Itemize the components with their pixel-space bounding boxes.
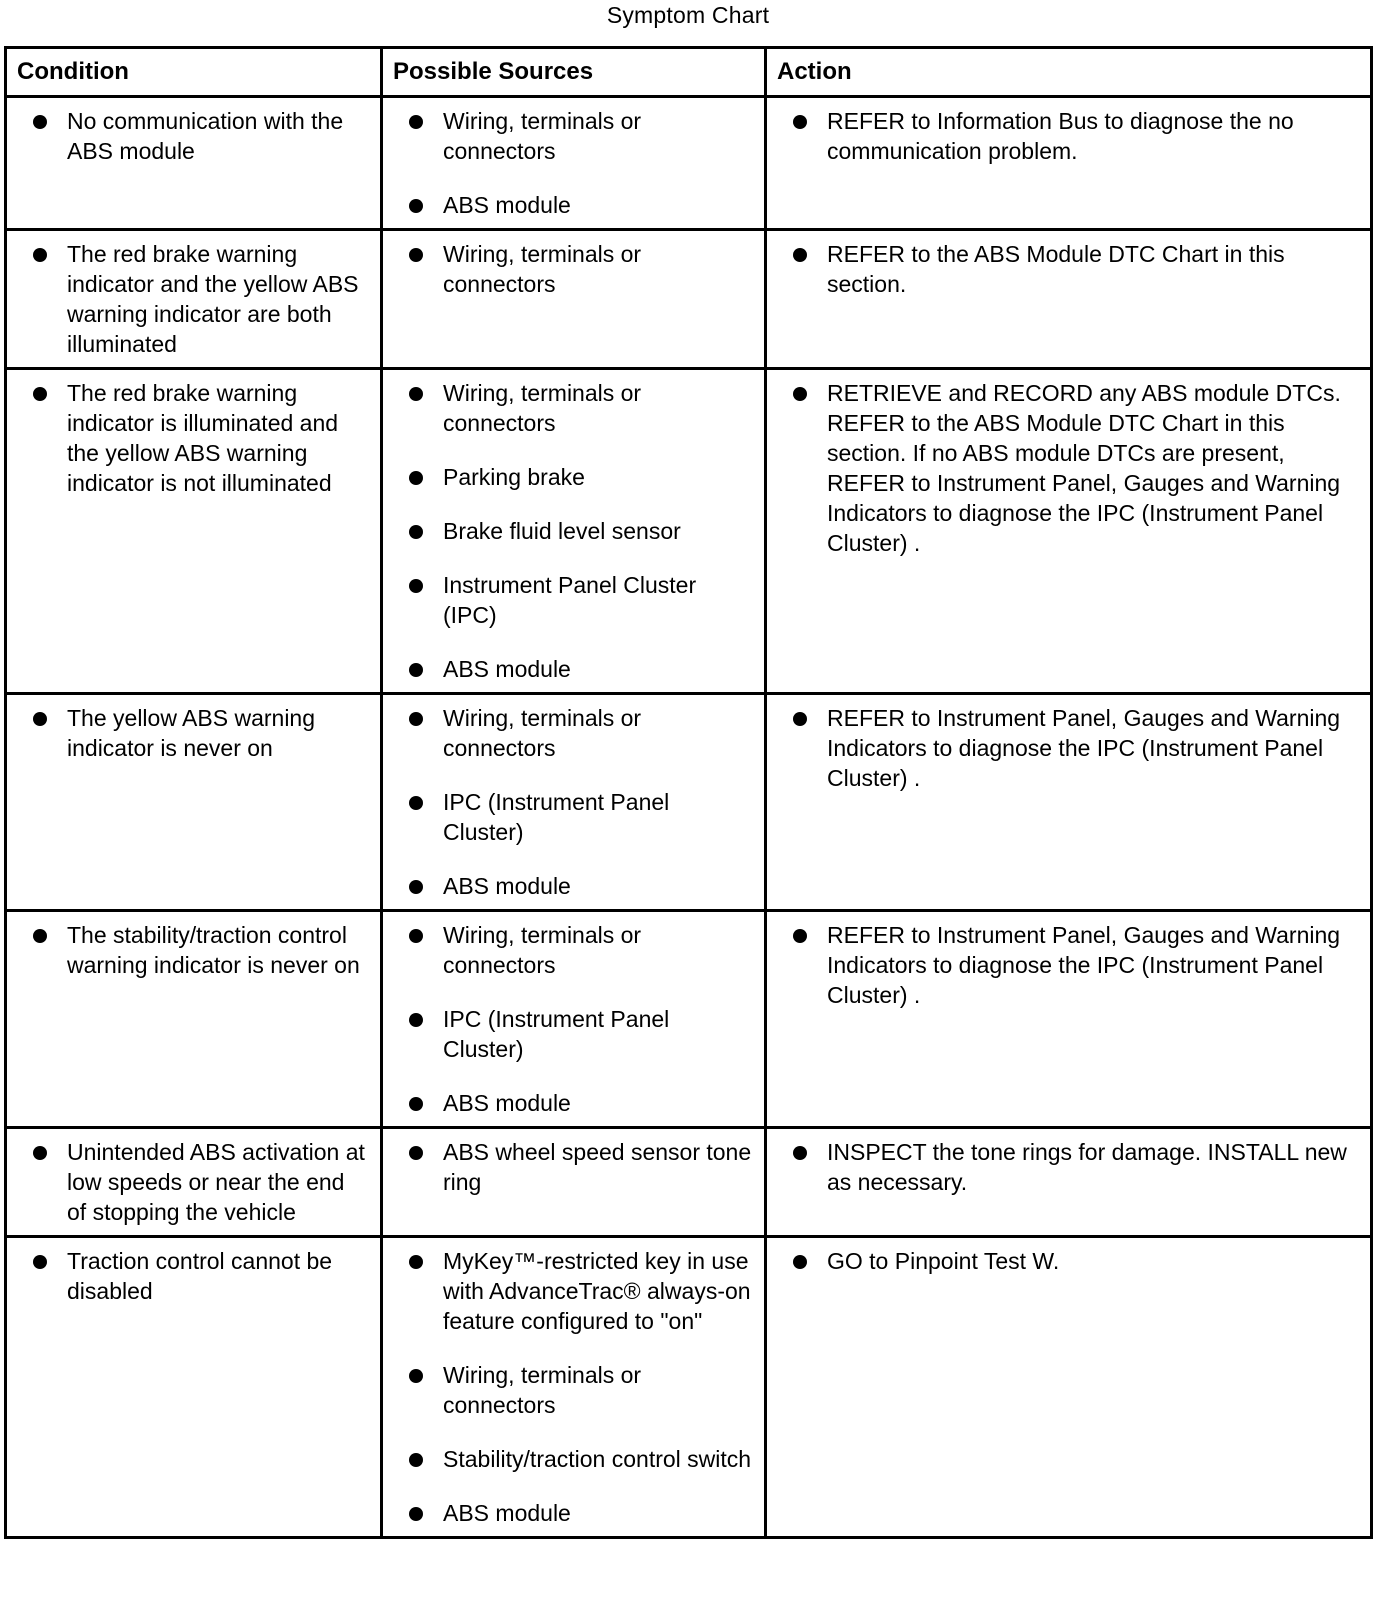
bullet-icon [409, 1507, 423, 1521]
action-cell [766, 369, 1372, 694]
source-item: ABS module [403, 190, 752, 220]
condition-item: Unintended ABS activation at low speeds or near the end of stopping the vehicle [27, 1137, 368, 1227]
bullet-icon [33, 1146, 47, 1160]
action-item: RETRIEVE and RECORD any ABS module DTCs. REFER to the ABS Module DTC Chart in this section. If no ABS module DTCs are present, REFER to Instrument Panel, Gauges and Warning Indicators to diagnose the IPC (Instrument Panel Cluster) . [787, 378, 1358, 558]
table-row [6, 369, 1372, 694]
source-item: IPC (Instrument Panel Cluster) [403, 1004, 752, 1064]
source-item: ABS module [403, 1088, 752, 1118]
table-row [6, 1128, 1372, 1237]
action-item: REFER to Instrument Panel, Gauges and Warning Indicators to diagnose the IPC (Instrument Panel Cluster) . [787, 703, 1358, 793]
bullet-icon [793, 248, 807, 262]
condition-item: No communication with the ABS module [27, 106, 368, 166]
bullet-icon [409, 1453, 423, 1467]
bullet-icon [409, 579, 423, 593]
action-cell [766, 1237, 1372, 1538]
bullet-icon [793, 1255, 807, 1269]
sources-cell [382, 694, 766, 911]
table-row [6, 694, 1372, 911]
source-item: Instrument Panel Cluster (IPC) [403, 570, 752, 630]
source-item: Wiring, terminals or connectors [403, 378, 752, 438]
source-item: ABS module [403, 654, 752, 684]
action-cell [766, 230, 1372, 369]
condition-cell [6, 369, 382, 694]
bullet-icon [793, 929, 807, 943]
action-cell [766, 694, 1372, 911]
bullet-icon [33, 387, 47, 401]
bullet-icon [409, 1013, 423, 1027]
source-item: Wiring, terminals or connectors [403, 106, 752, 166]
bullet-icon [793, 712, 807, 726]
condition-cell [6, 911, 382, 1128]
bullet-icon [409, 471, 423, 485]
source-item: ABS module [403, 1498, 752, 1528]
table-row [6, 97, 1372, 230]
sources-cell [382, 911, 766, 1128]
bullet-icon [409, 387, 423, 401]
bullet-icon [409, 248, 423, 262]
action-item: GO to Pinpoint Test W. [787, 1246, 1358, 1276]
bullet-icon [409, 663, 423, 677]
condition-item: The red brake warning indicator is illuminated and the yellow ABS warning indicator is not illuminated [27, 378, 368, 498]
sources-cell [382, 1128, 766, 1237]
symptom-chart-table [4, 46, 1373, 1539]
bullet-icon [409, 525, 423, 539]
bullet-icon [409, 1255, 423, 1269]
bullet-icon [409, 880, 423, 894]
condition-item: Traction control cannot be disabled [27, 1246, 368, 1306]
bullet-icon [33, 712, 47, 726]
action-cell [766, 97, 1372, 230]
bullet-icon [33, 248, 47, 262]
bullet-icon [793, 387, 807, 401]
condition-cell [6, 230, 382, 369]
table-row [6, 911, 1372, 1128]
sources-cell [382, 369, 766, 694]
bullet-icon [409, 796, 423, 810]
source-item: Wiring, terminals or connectors [403, 1360, 752, 1420]
source-item: Stability/traction control switch [403, 1444, 752, 1474]
action-cell [766, 1128, 1372, 1237]
bullet-icon [409, 929, 423, 943]
bullet-icon [793, 115, 807, 129]
source-item: Wiring, terminals or connectors [403, 920, 752, 980]
bullet-icon [793, 1146, 807, 1160]
header-condition: Condition [6, 48, 382, 97]
sources-cell [382, 1237, 766, 1538]
action-cell [766, 911, 1372, 1128]
source-item: ABS module [403, 871, 752, 901]
header-action: Action [766, 48, 1372, 97]
bullet-icon [409, 712, 423, 726]
sources-cell [382, 97, 766, 230]
action-item: INSPECT the tone rings for damage. INSTALL new as necessary. [787, 1137, 1358, 1197]
condition-cell [6, 97, 382, 230]
header-possible-sources: Possible Sources [382, 48, 766, 97]
source-item: Parking brake [403, 462, 752, 492]
source-item: Brake fluid level sensor [403, 516, 752, 546]
sources-cell [382, 230, 766, 369]
source-item: MyKey™-restricted key in use with AdvanceTrac® always-on feature configured to "on" [403, 1246, 752, 1336]
condition-item: The stability/traction control warning indicator is never on [27, 920, 368, 980]
bullet-icon [409, 1097, 423, 1111]
table-row [6, 1237, 1372, 1538]
condition-item: The yellow ABS warning indicator is never on [27, 703, 368, 763]
bullet-icon [33, 929, 47, 943]
condition-cell [6, 694, 382, 911]
bullet-icon [409, 115, 423, 129]
condition-item: The red brake warning indicator and the yellow ABS warning indicator are both illuminated [27, 239, 368, 359]
action-item: REFER to the ABS Module DTC Chart in this section. [787, 239, 1358, 299]
action-item: REFER to Information Bus to diagnose the no communication problem. [787, 106, 1358, 166]
condition-cell [6, 1237, 382, 1538]
condition-cell [6, 1128, 382, 1237]
bullet-icon [409, 199, 423, 213]
source-item: ABS wheel speed sensor tone ring [403, 1137, 752, 1197]
table-header-row [6, 48, 1372, 97]
source-item: Wiring, terminals or connectors [403, 239, 752, 299]
bullet-icon [33, 1255, 47, 1269]
page-title: Symptom Chart [606, 2, 770, 28]
bullet-icon [409, 1369, 423, 1383]
source-item: IPC (Instrument Panel Cluster) [403, 787, 752, 847]
bullet-icon [409, 1146, 423, 1160]
source-item: Wiring, terminals or connectors [403, 703, 752, 763]
table-row [6, 230, 1372, 369]
bullet-icon [33, 115, 47, 129]
action-item: REFER to Instrument Panel, Gauges and Warning Indicators to diagnose the IPC (Instrument Panel Cluster) . [787, 920, 1358, 1010]
